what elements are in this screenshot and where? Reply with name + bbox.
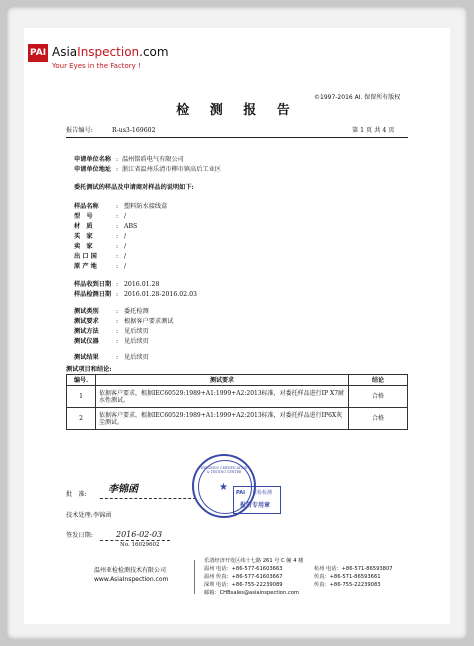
brand-prefix: Asia bbox=[52, 45, 78, 59]
brand-main: Inspection bbox=[77, 45, 140, 59]
result-label: 测试结果 bbox=[74, 354, 99, 361]
date-value: 2016.01.28-2016.02.03 bbox=[124, 291, 197, 298]
items-title: 测试项目和结论: bbox=[66, 366, 112, 373]
row-result: 合格 bbox=[349, 386, 408, 408]
sample-field-label: 原 产 地 bbox=[74, 263, 97, 270]
brand-slogan: Your Eyes in the Factory ! bbox=[52, 62, 141, 70]
row-requirement: 依据客户要求，根据IEC60529:1989+A1:1999+A2:2013标准，对委托样品进行IP6X灰尘测试。 bbox=[96, 408, 349, 430]
sample-field-label: 买 家 bbox=[74, 233, 93, 240]
sample-field-label: 卖 家 bbox=[74, 243, 93, 250]
seal-star-icon: ★ bbox=[219, 482, 228, 493]
sample-field-value: / bbox=[124, 263, 127, 270]
sample-field-value: / bbox=[124, 233, 127, 240]
col-header-requirement: 测试要求 bbox=[96, 375, 349, 386]
issue-date-value: 2016-02-03 bbox=[116, 530, 163, 539]
row-result: 合格 bbox=[349, 408, 408, 430]
test-info-label: 测试仪器 bbox=[74, 338, 99, 345]
footer-fax-shenzhen: 传真：+86-755-22239083 bbox=[314, 582, 381, 588]
sample-field-label: 材 质 bbox=[74, 223, 93, 230]
brand-name bbox=[52, 46, 169, 58]
date-value: 2016.01.28 bbox=[124, 281, 160, 288]
sample-field-label: 型 号 bbox=[74, 213, 93, 220]
test-info-value: 根据客户要求测试 bbox=[124, 318, 174, 325]
report-title: 检 测 报 告 bbox=[176, 103, 298, 118]
results-table bbox=[66, 374, 408, 430]
footer-address: 乐清经济开发区纬十七路 261 号 C 幢 4 楼 bbox=[204, 558, 304, 564]
col-header-result: 结论 bbox=[349, 375, 408, 386]
row-requirement: 依据客户要求，根据IEC60529:1989+A1:1999+A2:2013标准，对委托样品进行IP X7耐水性测试。 bbox=[96, 386, 349, 408]
sample-field-label: 出 口 国 bbox=[74, 253, 97, 260]
footer-fax-wenzhou: 温州 传真：+86-577-61603667 bbox=[204, 574, 283, 580]
footer-website: www.AsiaInspection.com bbox=[94, 576, 169, 583]
applicant-unit-label: 申请单位名称 bbox=[74, 156, 112, 163]
date-label: 样品收到日期 bbox=[74, 281, 112, 288]
footer-phone-hangzhou: 杭州 电话：+86-571-86593807 bbox=[314, 566, 393, 572]
stamp-text-1: 亚检检测 bbox=[252, 490, 273, 496]
footer-phone-wenzhou: 温州 电话：+86-577-61603663 bbox=[204, 566, 283, 572]
report-number-label: 报告编号: bbox=[66, 127, 93, 134]
report-stamp bbox=[233, 486, 281, 514]
report-serial-number: No. 16029602 bbox=[120, 542, 160, 548]
table-row bbox=[67, 386, 408, 408]
date-line bbox=[100, 540, 170, 541]
copyright-text: ©1997-2016 AI. 保留所有版权 bbox=[314, 94, 401, 101]
approver-signature: 李锦函 bbox=[108, 484, 138, 495]
signature-line bbox=[100, 498, 196, 499]
footer-phone-shenzhen: 深圳 电话：+86-755-22239089 bbox=[204, 582, 283, 588]
issue-date-label: 签发日期: bbox=[66, 532, 93, 539]
row-number: 1 bbox=[67, 386, 96, 408]
sample-field-value: / bbox=[124, 213, 127, 220]
sample-intro: 委托测试的样品及申请商对样品的说明如下: bbox=[74, 184, 194, 191]
table-row bbox=[67, 408, 408, 430]
report-number: R-us3-169602 bbox=[112, 127, 156, 134]
row-number: 2 bbox=[67, 408, 96, 430]
sample-field-value: / bbox=[124, 243, 127, 250]
seal-text: WENZHOU CERTIFICATION & TESTING CENTER bbox=[200, 466, 248, 474]
sample-field-value: / bbox=[124, 253, 127, 260]
stamp-brand: PAI bbox=[236, 490, 245, 496]
footer-company: 温州亚检检测技术有限公司 bbox=[94, 567, 167, 574]
applicant-unit-value: 温州铭盾电气有限公司 bbox=[122, 156, 184, 163]
test-info-label: 测试要求 bbox=[74, 318, 99, 325]
sample-field-value: ABS bbox=[124, 223, 138, 230]
test-info-label: 测试方法 bbox=[74, 328, 99, 335]
company-logo: PAI bbox=[28, 44, 48, 62]
test-info-label: 测试类别 bbox=[74, 308, 99, 315]
footer-fax-hangzhou: 传真：+86-571-86593661 bbox=[314, 574, 381, 580]
test-info-value: 见后续页 bbox=[124, 328, 149, 335]
result-value: 见后续页 bbox=[124, 354, 149, 361]
test-info-value: 委托检测 bbox=[124, 308, 149, 315]
footer-email: 邮箱：CHBsales@asiainspection.com bbox=[204, 590, 299, 596]
table-header-row bbox=[67, 375, 408, 386]
tech-handler: 技术处理:李锦函 bbox=[66, 512, 112, 519]
page-info: 第 1 页 共 4 页 bbox=[352, 127, 395, 134]
header-divider bbox=[66, 137, 408, 138]
footer-divider bbox=[194, 560, 195, 594]
date-label: 样品检测日期 bbox=[74, 291, 112, 298]
sample-field-value: 塑料防水接线盒 bbox=[124, 203, 168, 210]
approve-label: 批 准: bbox=[66, 491, 87, 498]
applicant-address-label: 申请单位地址 bbox=[74, 166, 112, 173]
brand-suffix: .com bbox=[139, 45, 169, 59]
sample-field-label: 样品名称 bbox=[74, 203, 99, 210]
stamp-text-2: 报告专用章 bbox=[240, 502, 271, 509]
applicant-address-value: 浙江省温州乐清市柳市镇高后工业区 bbox=[122, 166, 221, 173]
col-header-number: 编号. bbox=[67, 375, 96, 386]
test-info-value: 见后续页 bbox=[124, 338, 149, 345]
